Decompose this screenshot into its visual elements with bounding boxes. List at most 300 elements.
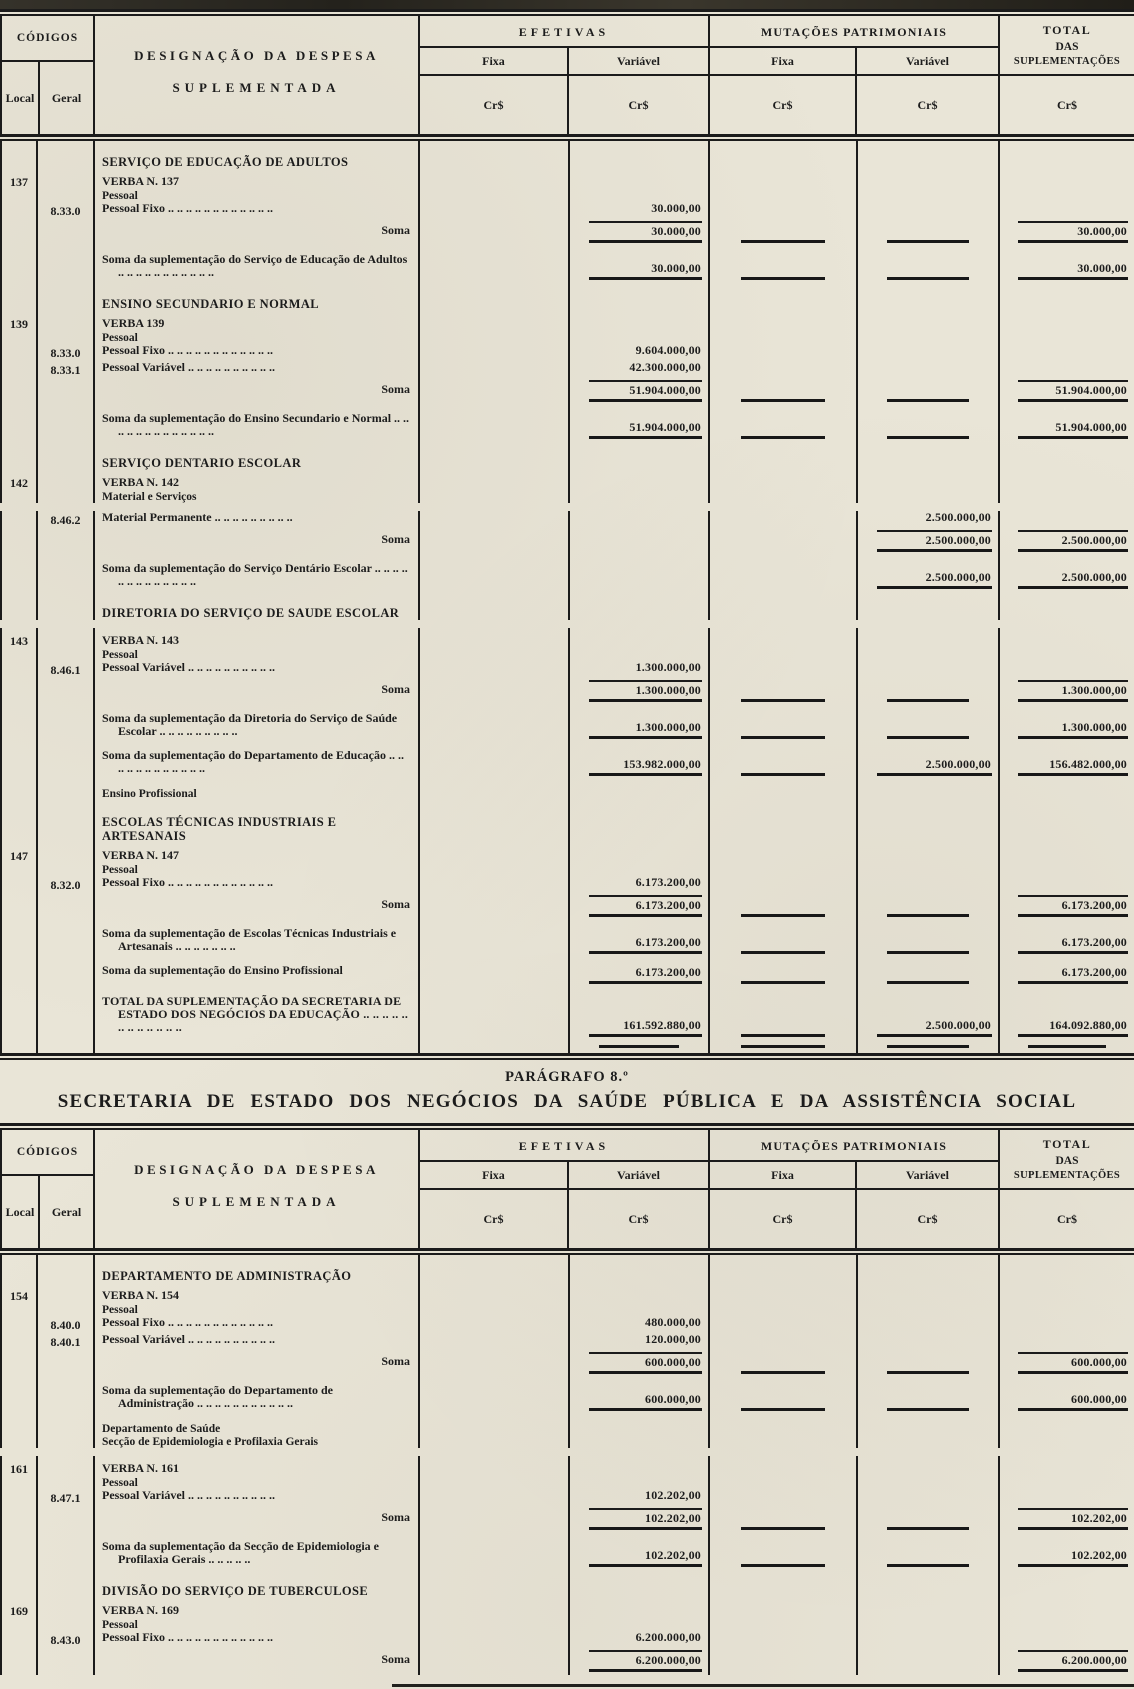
sum-rule — [589, 1352, 702, 1354]
money-cell — [570, 1631, 708, 1648]
col-total — [1000, 1456, 1134, 1477]
rule-line — [1018, 736, 1128, 739]
col-total — [1000, 649, 1134, 661]
row-label: VERBA N. 169 — [102, 1603, 180, 1617]
col-mutacoes-variavel — [858, 705, 1000, 742]
row-label: Pessoal — [102, 1304, 138, 1316]
money-cell — [570, 987, 708, 1040]
money-cell — [858, 141, 998, 169]
nil-rule — [741, 436, 826, 439]
col-mutacoes-variavel — [858, 1477, 1000, 1489]
money-cell — [570, 344, 708, 361]
header-efetivas-group — [420, 1130, 710, 1248]
nil-rule — [887, 1045, 968, 1048]
row-label: Pessoal — [102, 1477, 138, 1489]
money-cell — [858, 332, 998, 344]
money-cell — [570, 1456, 708, 1477]
nil-rule — [741, 240, 826, 243]
col-efetivas-variavel — [570, 283, 710, 311]
col-mutacoes-variavel — [858, 678, 1000, 705]
nil-rule — [741, 951, 826, 954]
col-mutacoes-variavel — [858, 405, 1000, 442]
col-designacao — [95, 1436, 420, 1448]
amount-value: 480.000,00 — [645, 1315, 701, 1329]
money-cell — [858, 920, 998, 957]
money-cell — [1000, 843, 1134, 864]
col-total — [1000, 1414, 1134, 1436]
table-row — [0, 876, 1134, 893]
nil-rule — [741, 699, 826, 702]
col-local — [0, 1255, 38, 1283]
nil-rule — [887, 1527, 968, 1530]
subcolumn-label: Fixa — [710, 1162, 855, 1190]
col-designacao — [95, 361, 420, 378]
money-cell — [710, 1489, 856, 1506]
col-efetivas-variavel — [570, 1570, 710, 1598]
col-geral — [38, 283, 95, 311]
header-efetivas-subrow — [420, 48, 708, 134]
codigos-subrow — [2, 1176, 93, 1248]
col-efetivas-fixa — [420, 555, 570, 592]
col-mutacoes-fixa — [710, 876, 858, 893]
money-cell — [858, 864, 998, 876]
col-local — [0, 219, 38, 246]
col-mutacoes-fixa — [710, 1489, 858, 1506]
table-row — [0, 1489, 1134, 1506]
col-local: 169 — [0, 1598, 38, 1619]
money-cell — [1000, 344, 1134, 361]
currency-label: Cr$ — [1057, 1211, 1077, 1226]
header-mutacoes-group — [710, 16, 1000, 134]
col-efetivas-variavel — [570, 1506, 710, 1533]
money-cell — [570, 1506, 708, 1533]
money-cell — [1000, 1304, 1134, 1316]
money-cell — [1000, 742, 1134, 779]
sum-rule — [1018, 1508, 1128, 1510]
col-geral — [38, 442, 95, 470]
col-geral — [38, 1436, 95, 1448]
col-total — [1000, 1477, 1134, 1489]
money-cell — [570, 511, 708, 528]
money-cell — [710, 920, 856, 957]
money-cell — [420, 1648, 568, 1675]
amount-value: 164.092.880,00 — [1049, 1018, 1127, 1032]
money-cell — [858, 1333, 998, 1350]
nil-rule — [741, 1564, 826, 1567]
col-total — [1000, 190, 1134, 202]
col-mutacoes-fixa — [710, 442, 858, 470]
col-efetivas-fixa — [420, 987, 570, 1040]
col-designacao — [95, 378, 420, 405]
col-mutacoes-variavel — [858, 592, 1000, 620]
table-row — [0, 1648, 1134, 1675]
money-cell — [858, 442, 998, 470]
row-label: DIVISÃO DO SERVIÇO DE TUBERCULOSE — [102, 1584, 369, 1598]
money-cell — [420, 344, 568, 361]
col-mutacoes-variavel — [858, 378, 1000, 405]
col-mutacoes-fixa — [710, 843, 858, 864]
col-efetivas-fixa — [420, 843, 570, 864]
col-efetivas-variavel — [570, 1414, 710, 1436]
col-local — [0, 1506, 38, 1533]
money-cell — [858, 1414, 998, 1436]
nil-rule — [887, 736, 968, 739]
total-line2: DAS — [1055, 41, 1079, 53]
money-cell — [1000, 1414, 1134, 1436]
col-mutacoes-fixa — [710, 1648, 858, 1675]
money-cell — [1000, 876, 1134, 893]
col-local — [0, 592, 38, 620]
col-designacao — [95, 1316, 420, 1333]
table-row — [0, 779, 1134, 801]
money-cell — [570, 311, 708, 332]
col-efetivas-fixa — [420, 169, 570, 190]
col-efetivas-fixa — [420, 1631, 570, 1648]
col-efetivas-variavel — [570, 246, 710, 283]
column-header-efetivas-fixa — [420, 1162, 569, 1248]
money-cell — [1000, 779, 1134, 801]
row-label: Pessoal — [102, 190, 138, 202]
col-efetivas-fixa — [420, 141, 570, 169]
table-row — [0, 957, 1134, 987]
money-cell — [1000, 405, 1134, 442]
col-local — [0, 1648, 38, 1675]
col-mutacoes-fixa — [710, 1377, 858, 1414]
subcolumn-label: Variável — [569, 48, 708, 76]
nil-rule — [887, 699, 968, 702]
header-efetivas-label: EFETIVAS — [420, 16, 708, 48]
col-geral: 8.43.0 — [38, 1631, 95, 1648]
total-line3: SUPLEMENTAÇÕES — [1013, 56, 1121, 67]
money-cell — [420, 141, 568, 169]
col-efetivas-fixa — [420, 649, 570, 661]
col-designacao — [95, 511, 420, 528]
col-efetivas-fixa — [420, 957, 570, 987]
col-efetivas-fixa — [420, 511, 570, 528]
col-efetivas-variavel — [570, 987, 710, 1040]
nil-rule — [887, 240, 968, 243]
col-designacao — [95, 1040, 420, 1053]
row-label: SERVIÇO DENTARIO ESCOLAR — [102, 456, 302, 470]
money-cell — [710, 1377, 856, 1414]
row-label: Soma — [381, 223, 410, 237]
col-geral: 8.46.2 — [38, 511, 95, 528]
col-designacao — [95, 1648, 420, 1675]
table-row — [0, 661, 1134, 678]
money-cell — [858, 311, 998, 332]
nil-rule — [741, 1371, 826, 1374]
money-cell — [1000, 920, 1134, 957]
col-efetivas-fixa — [420, 219, 570, 246]
col-local — [0, 555, 38, 592]
col-mutacoes-fixa — [710, 592, 858, 620]
col-mutacoes-fixa — [710, 378, 858, 405]
row-label: SERVIÇO DE EDUCAÇÃO DE ADULTOS — [102, 155, 349, 169]
money-cell — [710, 378, 856, 405]
money-cell — [858, 1631, 998, 1648]
money-cell — [570, 1489, 708, 1506]
money-cell — [570, 742, 708, 779]
col-total — [1000, 920, 1134, 957]
money-cell — [858, 1533, 998, 1570]
money-cell — [570, 628, 708, 649]
row-label: Soma — [381, 1652, 410, 1666]
money-cell — [1000, 1316, 1134, 1333]
col-geral — [38, 141, 95, 169]
money-cell — [420, 511, 568, 528]
amount-value: 6.173.200,00 — [1061, 965, 1127, 979]
money-cell — [570, 169, 708, 190]
table-row — [0, 1414, 1134, 1436]
col-mutacoes-variavel — [858, 1436, 1000, 1448]
money-cell — [420, 705, 568, 742]
header-mutacoes-subrow — [710, 1162, 998, 1248]
col-mutacoes-fixa — [710, 332, 858, 344]
rule-line — [589, 277, 702, 280]
col-geral — [38, 1255, 95, 1283]
column-header-local: Local — [2, 1176, 40, 1248]
col-mutacoes-variavel — [858, 876, 1000, 893]
col-mutacoes-fixa — [710, 1598, 858, 1619]
money-cell — [420, 1333, 568, 1350]
col-efetivas-fixa — [420, 405, 570, 442]
money-cell — [420, 332, 568, 344]
money-cell — [858, 742, 998, 779]
money-cell — [570, 1436, 708, 1448]
rule-line — [1018, 399, 1128, 402]
money-cell — [858, 555, 998, 592]
money-cell — [420, 893, 568, 920]
currency-label: Cr$ — [1057, 97, 1077, 112]
rule-line — [589, 240, 702, 243]
money-cell — [858, 1619, 998, 1631]
col-mutacoes-variavel — [858, 661, 1000, 678]
col-mutacoes-variavel — [858, 920, 1000, 957]
money-cell — [858, 246, 998, 283]
money-cell — [710, 801, 856, 843]
currency-label: Cr$ — [917, 97, 938, 112]
rule-line — [1018, 1527, 1128, 1530]
col-mutacoes-fixa — [710, 1304, 858, 1316]
col-local — [0, 1436, 38, 1448]
col-efetivas-fixa — [420, 1040, 570, 1053]
col-total — [1000, 141, 1134, 169]
table-row — [0, 592, 1134, 620]
money-cell — [858, 1283, 998, 1304]
column-header-efetivas-variavel — [569, 1162, 708, 1248]
page-bottom-edge-line — [392, 1684, 1134, 1687]
table-row — [0, 1283, 1134, 1304]
col-efetivas-fixa — [420, 361, 570, 378]
col-designacao — [95, 801, 420, 843]
nil-rule — [887, 914, 968, 917]
money-cell — [710, 987, 856, 1040]
rule-line — [589, 436, 702, 439]
col-geral — [38, 801, 95, 843]
table-row — [0, 705, 1134, 742]
col-efetivas-fixa — [420, 1533, 570, 1570]
col-mutacoes-variavel — [858, 779, 1000, 801]
col-mutacoes-variavel — [858, 1316, 1000, 1333]
col-efetivas-fixa — [420, 470, 570, 491]
col-mutacoes-fixa — [710, 957, 858, 987]
money-cell — [710, 678, 856, 705]
table-row — [0, 1506, 1134, 1533]
table-row — [0, 344, 1134, 361]
table-row — [0, 987, 1134, 1040]
currency-label: Cr$ — [483, 97, 504, 112]
money-cell — [858, 169, 998, 190]
col-designacao — [95, 491, 420, 503]
money-cell — [1000, 1506, 1134, 1533]
money-cell — [570, 957, 708, 987]
row-label: Departamento de Saúde — [102, 1423, 221, 1435]
col-local — [0, 742, 38, 779]
money-cell — [420, 202, 568, 219]
col-mutacoes-fixa — [710, 1414, 858, 1436]
money-cell — [570, 678, 708, 705]
sum-rule — [589, 680, 702, 682]
col-designacao — [95, 779, 420, 801]
money-cell — [710, 219, 856, 246]
col-geral — [38, 311, 95, 332]
col-geral — [38, 1304, 95, 1316]
col-local — [0, 1533, 38, 1570]
money-cell — [420, 246, 568, 283]
amount-value: 6.200.000,00 — [635, 1630, 701, 1644]
sum-rule — [1018, 380, 1128, 382]
col-designacao — [95, 592, 420, 620]
col-geral — [38, 470, 95, 491]
money-cell — [858, 202, 998, 219]
table-row — [0, 169, 1134, 190]
col-mutacoes-fixa — [710, 779, 858, 801]
col-local — [0, 957, 38, 987]
money-cell — [710, 1570, 856, 1598]
col-geral — [38, 378, 95, 405]
money-cell — [710, 555, 856, 592]
subcolumn-label: Variável — [857, 48, 998, 76]
amount-value: 102.202,00 — [1071, 1511, 1127, 1525]
col-total — [1000, 957, 1134, 987]
col-efetivas-variavel — [570, 628, 710, 649]
nil-rule — [741, 1527, 826, 1530]
currency-label: Cr$ — [772, 1211, 793, 1226]
money-cell — [858, 378, 998, 405]
col-mutacoes-fixa — [710, 1619, 858, 1631]
money-cell — [1000, 246, 1134, 283]
col-mutacoes-variavel — [858, 283, 1000, 311]
col-total — [1000, 169, 1134, 190]
col-mutacoes-fixa — [710, 246, 858, 283]
table-row — [0, 1448, 1134, 1477]
money-cell — [858, 1477, 998, 1489]
col-geral — [38, 1377, 95, 1414]
col-mutacoes-variavel — [858, 1283, 1000, 1304]
money-cell — [1000, 528, 1134, 555]
header-mutacoes-group — [710, 1130, 1000, 1248]
rule-line — [877, 586, 992, 589]
col-local — [0, 246, 38, 283]
page-torn-edge — [0, 0, 1134, 9]
col-mutacoes-variavel — [858, 864, 1000, 876]
col-efetivas-variavel — [570, 1456, 710, 1477]
rule-line — [1018, 240, 1128, 243]
sum-rule — [1018, 221, 1128, 223]
amount-value: 1.300.000,00 — [1061, 720, 1127, 734]
rule-line — [589, 1371, 702, 1374]
currency-label: Cr$ — [772, 97, 793, 112]
col-geral — [38, 843, 95, 864]
money-cell — [710, 1304, 856, 1316]
col-total — [1000, 864, 1134, 876]
money-cell — [710, 361, 856, 378]
nil-rule — [741, 736, 826, 739]
col-mutacoes-fixa — [710, 361, 858, 378]
col-efetivas-variavel — [570, 779, 710, 801]
rule-line — [1018, 1371, 1128, 1374]
money-cell — [1000, 283, 1134, 311]
designacao-line1: DESIGNAÇÃO DA DESPESA — [134, 1162, 379, 1177]
table-row — [0, 1436, 1134, 1448]
nil-rule — [887, 399, 968, 402]
money-cell — [1000, 1333, 1134, 1350]
col-geral — [38, 528, 95, 555]
table-row — [0, 202, 1134, 219]
money-cell — [420, 801, 568, 843]
money-cell — [710, 1598, 856, 1619]
col-total — [1000, 1316, 1134, 1333]
money-cell — [420, 1533, 568, 1570]
money-cell — [858, 1316, 998, 1333]
col-geral — [38, 1414, 95, 1436]
col-mutacoes-variavel — [858, 1598, 1000, 1619]
money-cell — [420, 1456, 568, 1477]
col-mutacoes-variavel — [858, 628, 1000, 649]
col-geral — [38, 219, 95, 246]
col-efetivas-variavel — [570, 920, 710, 957]
money-cell — [858, 1648, 998, 1675]
col-local: 137 — [0, 169, 38, 190]
col-efetivas-fixa — [420, 1598, 570, 1619]
col-local — [0, 1333, 38, 1350]
col-total — [1000, 528, 1134, 555]
money-cell — [1000, 987, 1134, 1040]
col-designacao — [95, 470, 420, 491]
column-header-efetivas-variavel — [569, 48, 708, 134]
col-local — [0, 920, 38, 957]
table2-header — [0, 1130, 1134, 1248]
col-efetivas-fixa — [420, 920, 570, 957]
money-cell — [1000, 1570, 1134, 1598]
col-mutacoes-variavel — [858, 957, 1000, 987]
money-cell — [710, 843, 856, 864]
amount-value: 30.000,00 — [651, 201, 701, 215]
header-codigos-group — [0, 16, 95, 134]
col-designacao — [95, 141, 420, 169]
col-local — [0, 987, 38, 1040]
col-efetivas-fixa — [420, 678, 570, 705]
money-cell — [858, 470, 998, 491]
col-mutacoes-fixa — [710, 219, 858, 246]
col-local — [0, 344, 38, 361]
col-total — [1000, 1040, 1134, 1053]
row-label: Soma da suplementação da Secção de Epidemiologia e Profilaxia Gerais .. .. .. .. .. — [102, 1539, 380, 1566]
col-efetivas-fixa — [420, 628, 570, 649]
col-local — [0, 283, 38, 311]
row-label: Ensino Profissional — [102, 788, 197, 800]
col-efetivas-fixa — [420, 1350, 570, 1377]
